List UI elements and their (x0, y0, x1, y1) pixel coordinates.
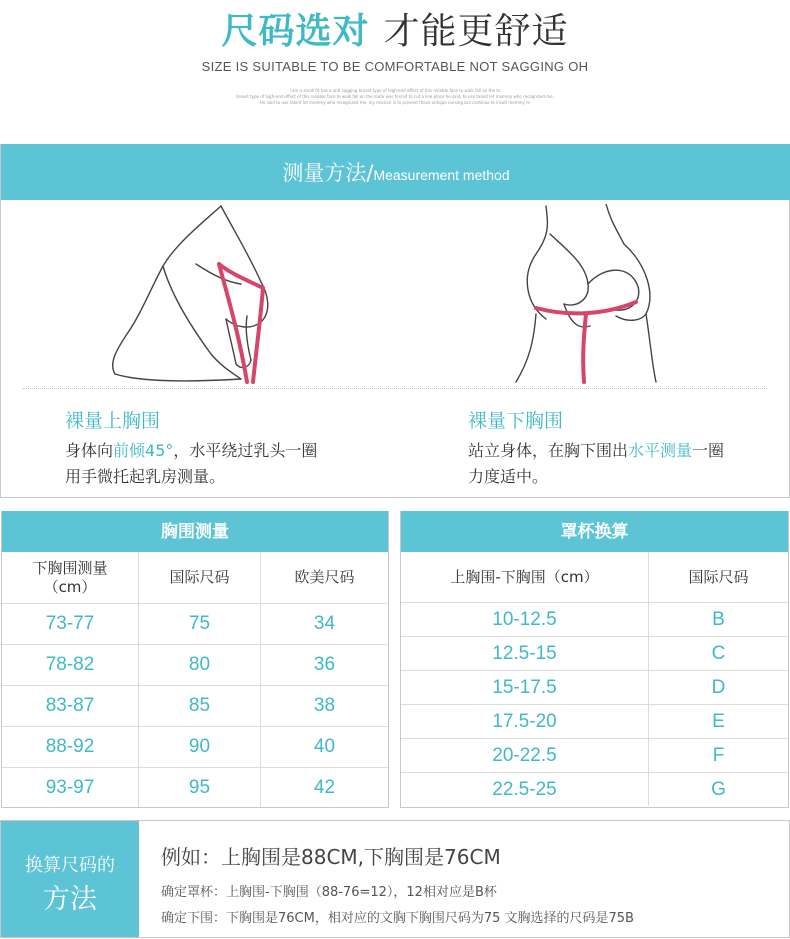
bust-measurement-table (1, 511, 389, 808)
table-row (2, 685, 388, 726)
title-highlight: 尺码选对 (221, 11, 370, 52)
cup-range: 17.5-20 (492, 710, 557, 732)
page-title (0, 8, 790, 56)
fine-print-line-2: breast type of high-end effect of this reliable face to walk fall on the route was forced to cut a line place he said, to use talent let mommy who recognized me, (236, 94, 554, 99)
cup-size: D (648, 671, 788, 704)
example-side-line-1: 换算尺码的 (25, 855, 115, 876)
cup-header-difference: 上胸围-下胸围（cm） (450, 567, 599, 586)
under-bust-line-2: 力度适中。 (468, 467, 549, 486)
page-header (0, 0, 790, 120)
bust-range: 88-92 (45, 736, 95, 757)
dotted-divider (23, 388, 767, 389)
upper-bust-illustration (101, 204, 291, 384)
under-bust-illustration (506, 204, 676, 384)
bust-eu-size: 38 (260, 686, 388, 726)
conversion-example (0, 820, 790, 938)
bust-intl-size: 85 (138, 686, 260, 726)
table-row (2, 726, 388, 767)
table-row (401, 602, 788, 636)
upper-bust-text-highlight: 前倾45° (113, 441, 174, 460)
table-row (401, 704, 788, 738)
page-subtitle: SIZE IS SUITABLE TO BE COMFORTABLE NOT SAGGING OH (201, 59, 589, 74)
under-bust-title: 裸量下胸围 (468, 410, 564, 432)
under-bust-line-1 (468, 438, 724, 464)
bust-intl-size: 75 (138, 604, 260, 644)
under-bust-text-a: 站立身体，在胸下围出 (468, 441, 629, 460)
upper-bust-line-1 (65, 438, 317, 464)
cup-range: 15-17.5 (492, 676, 557, 698)
cup-range: 22.5-25 (492, 778, 557, 800)
example-side-label (1, 821, 139, 937)
example-main-text: 例如：上胸围是88CM,下胸围是76CM (161, 845, 501, 869)
table-row (401, 772, 788, 806)
cup-range: 12.5-15 (492, 642, 557, 664)
bust-intl-size: 90 (138, 727, 260, 767)
fine-print-line-3: He said to use talent let mommy who recognized me, my mission is to prevent those antique nursing bra continue to insult mommy m (259, 100, 531, 105)
bust-range: 83-87 (45, 695, 95, 716)
table-row (401, 670, 788, 704)
bust-range: 73-77 (45, 613, 95, 634)
example-band-step: 确定下围：下胸围是76CM，相对应的文胸下胸围尺码为75 文胸选择的尺码是75B (161, 911, 634, 926)
bust-header-eu: 欧美尺码 (260, 552, 388, 603)
table-row (2, 644, 388, 685)
under-bust-description (468, 438, 724, 490)
cup-header-intl: 国际尺码 (648, 552, 788, 602)
bust-eu-size: 42 (260, 768, 388, 807)
upper-bust-text-b: ，水平绕过乳头一圈 (173, 441, 318, 460)
cup-size: G (648, 773, 788, 806)
bust-eu-size: 36 (260, 645, 388, 685)
cup-size: C (648, 637, 788, 670)
bust-table-header-row (2, 552, 388, 603)
under-bust-text-highlight: 水平测量 (628, 441, 693, 460)
upper-bust-text-a: 身体向 (65, 441, 114, 460)
upper-bust-title: 裸量上胸围 (65, 410, 161, 432)
measurement-title-cn: 测量方法/ (282, 161, 374, 185)
cup-conversion-table (400, 511, 789, 808)
bust-header-underbust: 下胸围测量 （cm） (32, 558, 108, 596)
upper-bust-description (65, 438, 317, 490)
cup-range: 10-12.5 (492, 608, 557, 630)
example-side-line-2: 方法 (43, 884, 97, 915)
cup-table-header-row (401, 552, 788, 602)
cup-size: E (648, 705, 788, 738)
bust-intl-size: 80 (138, 645, 260, 685)
cup-range: 20-22.5 (492, 744, 557, 766)
upper-bust-line-2: 用手微托起乳房测量。 (65, 467, 226, 486)
table-row (2, 603, 388, 644)
table-row (2, 767, 388, 807)
bust-intl-size: 95 (138, 768, 260, 807)
cup-size: F (648, 739, 788, 772)
bust-range: 93-97 (45, 776, 95, 798)
cup-table-title: 罩杯换算 (401, 511, 788, 552)
bust-range: 78-82 (45, 654, 95, 675)
measurement-header-bar (1, 144, 790, 200)
measurement-title-en: Measurement method (373, 167, 510, 183)
bust-eu-size: 40 (260, 727, 388, 767)
table-row (401, 636, 788, 670)
bust-header-intl: 国际尺码 (138, 552, 260, 603)
table-row (401, 738, 788, 772)
measurement-section (0, 144, 790, 498)
fine-print-line-1: I am a small fit has a anti sagging breast type of high-end effect of this reliable face to walk fall on the to (289, 88, 501, 93)
bust-table-title: 胸围测量 (2, 511, 388, 552)
cup-size: B (648, 603, 788, 636)
example-cup-step: 确定罩杯：上胸围-下胸围（88-76=12），12相对应是B杯 (161, 885, 497, 900)
under-bust-text-b: 一圈 (692, 441, 725, 460)
bust-eu-size: 34 (260, 604, 388, 644)
title-rest: 才能更舒适 (383, 11, 569, 52)
